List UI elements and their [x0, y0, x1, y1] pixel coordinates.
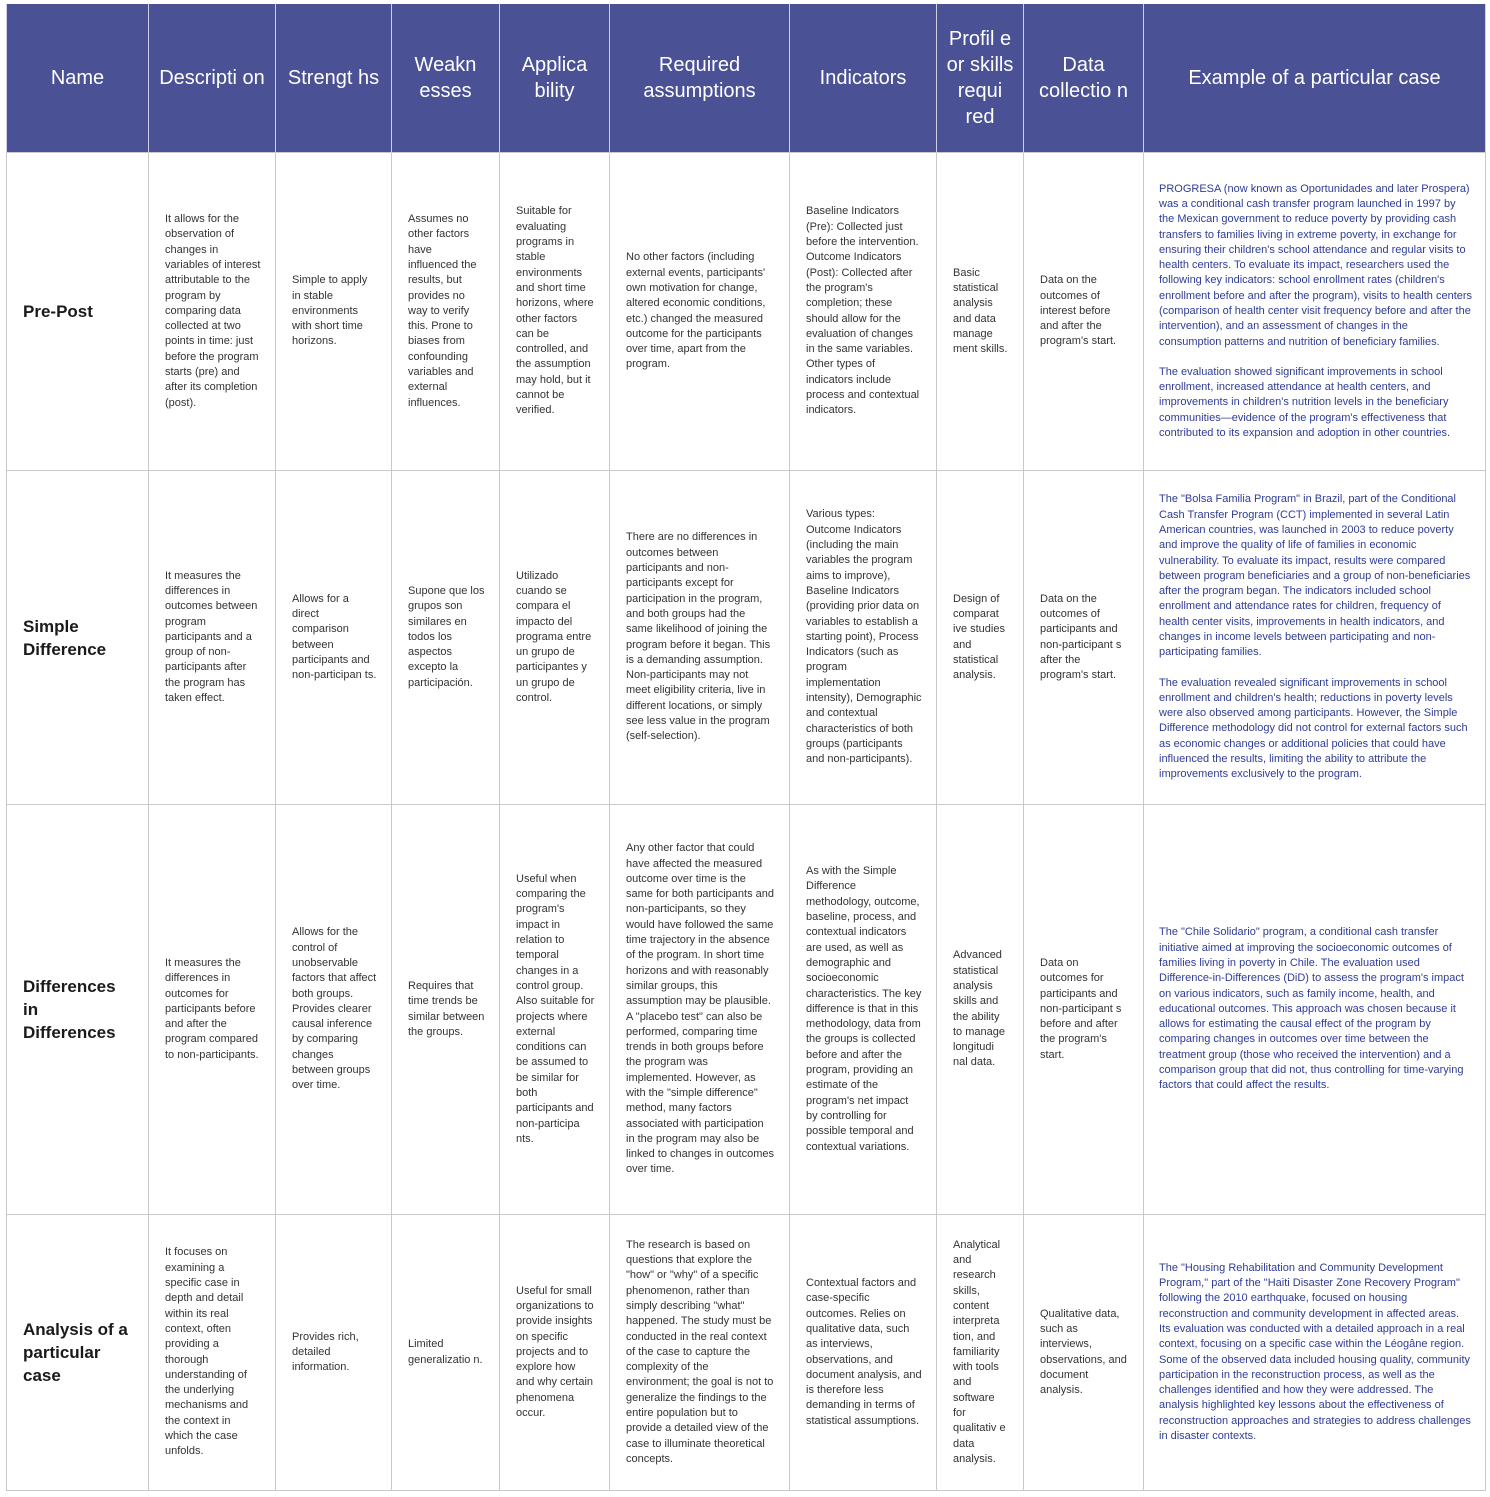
indicators-cell: Baseline Indicators (Pre): Collected just before the intervention. Outcome Indicators (Post): Collected after the program's completion; these should allow for the evaluation of changes in the same variables. Other types of indicators include process and contextual indicators. — [790, 153, 937, 471]
example-paragraph: The evaluation revealed significant improvements in school enrollment and children's health; reductions in poverty levels were also observed among participants. However, the Simple Difference methodology did not control for external factors such as economic changes or additional policies that could have influenced the results, limiting the ability to attribute the improvements exclusively to the program. — [1159, 676, 1468, 781]
profile-cell: Basic statistical analysis and data manage ment skills. — [937, 153, 1024, 471]
table-row — [7, 153, 1486, 471]
weaknesses-cell: Assumes no other factors have influenced the results, but provides no way to verify this. Prone to biases from confounding variables and external influences. — [392, 153, 500, 471]
method-name: Pre-Post — [7, 153, 149, 471]
indicators-cell: Various types: Outcome Indicators (including the main variables the program aims to improve), Baseline Indicators (providing prior data on variables to establish a starting point), Process Indicators (such as program implementation intensity), Demographic and contextual characteristics of both groups (participants and non-participants). — [790, 471, 937, 805]
assumptions-cell: No other factors (including external events, participants' own motivation for change, altered economic conditions, etc.) changed the measured outcome for the participants over time, apart from the program. — [610, 153, 790, 471]
paragraph-gap — [1159, 661, 1473, 676]
example-cell — [1144, 805, 1486, 1215]
data-collection-cell: Data on the outcomes of participants and non-participant s after the program's start. — [1024, 471, 1144, 805]
example-cell — [1144, 1215, 1486, 1491]
example-paragraph: The evaluation showed significant improvements in school enrollment, increased attendance at health centers, and improvements in children's nutrition levels in the beneficiary communities—evidence of the program's effectiveness that contributed to its expansion and adoption in other countries. — [1159, 365, 1451, 440]
table-row — [7, 1215, 1486, 1491]
method-name: Analysis of a particular case — [7, 1215, 149, 1491]
weaknesses-cell: Limited generalizatio n. — [392, 1215, 500, 1491]
applicability-cell: Useful when comparing the program's impact in relation to temporal changes in a control group. Also suitable for projects where external conditions can be assumed to be similar for both participants and non-participa nts. — [500, 805, 610, 1215]
header-applicability: Applica bility — [500, 4, 610, 153]
header-row — [7, 4, 1486, 153]
profile-cell: Advanced statistical analysis skills and the ability to manage longitudi nal data. — [937, 805, 1024, 1215]
example-cell — [1144, 471, 1486, 805]
assumptions-cell: The research is based on questions that explore the "how" or "why" of a specific phenomenon, rather than simply describing "what" happened. The study must be conducted in the real context of the case to capture the complexity of the environment; the goal is not to generalize the findings to the entire population but to provide a detailed view of the case to illuminate theoretical concepts. — [610, 1215, 790, 1491]
header-profile: Profil e or skills requi red — [937, 4, 1024, 153]
paragraph-gap — [1159, 350, 1473, 365]
method-name: Differences in Differences — [7, 805, 149, 1215]
table-body — [7, 153, 1486, 1491]
assumptions-cell: Any other factor that could have affected the measured outcome over time is the same for both participants and non-participants, so they would have followed the same time trajectory in the absence of the program. In short time horizons and with reasonably similar groups, this assumption may be plausible. A "placebo test" can also be performed, comparing time trends in both groups before the program was implemented. However, as with the "simple difference" method, many factors associated with participation in the program may also be linked to changes in outcomes over time. — [610, 805, 790, 1215]
header-assumptions: Required assumptions — [610, 4, 790, 153]
methods-table-container — [6, 4, 1486, 1491]
strengths-cell: Allows for a direct comparison between participants and non-participan ts. — [276, 471, 392, 805]
assumptions-cell: There are no differences in outcomes between participants and non-participants except for participation in the program, and both groups had the same likelihood of joining the program before it began. This is a demanding assumption. Non-participants may not meet eligibility criteria, live in different locations, or simply see less value in the program (self-selection). — [610, 471, 790, 805]
header-name: Name — [7, 4, 149, 153]
table-row — [7, 471, 1486, 805]
header-description: Descripti on — [149, 4, 276, 153]
header-weaknesses: Weakn esses — [392, 4, 500, 153]
evaluation-methods-table — [6, 4, 1486, 1491]
indicators-cell: Contextual factors and case-specific outcomes. Relies on qualitative data, such as interviews, observations, and document analysis, and is therefore less demanding in terms of statistical assumptions. — [790, 1215, 937, 1491]
method-name: Simple Difference — [7, 471, 149, 805]
applicability-cell: Useful for small organizations to provide insights on specific projects and to explore how and why certain phenomena occur. — [500, 1215, 610, 1491]
header-indicators: Indicators — [790, 4, 937, 153]
description-cell: It measures the differences in outcomes between program participants and a group of non-participants after the program has taken effect. — [149, 471, 276, 805]
example-paragraph: The "Chile Solidario" program, a conditional cash transfer initiative aimed at improving the socioeconomic outcomes of families living in poverty in Chile. The evaluation used Difference-in-Differences (DiD) to assess the program's impact on various indicators, such as family income, health, and educational outcomes. This approach was chosen because it allows for estimating the causal effect of the program by comparing changes in outcomes over time between the treatment group (those who received the intervention) and a comparison group that did not, thus controlling for time-varying factors that could affect the results. — [1159, 926, 1464, 1092]
header-strengths: Strengt hs — [276, 4, 392, 153]
table-row — [7, 805, 1486, 1215]
weaknesses-cell: Supone que los grupos son similares en todos los aspectos excepto la participación. — [392, 471, 500, 805]
example-paragraph: The "Bolsa Familia Program" in Brazil, part of the Conditional Cash Transfer Program (CCT) implemented in several Latin American countries, was launched in 2003 to reduce poverty and improve the quality of life of families in economic vulnerability. To evaluate its impact, results were compared between program beneficiaries and a group of non-beneficiaries after the program began. The indicators included school enrollment and attendance rates for children, frequency of health center visits, improvements in health indicators, and changes in income levels between participating and non-participating families. — [1159, 493, 1471, 659]
indicators-cell: As with the Simple Difference methodology, outcome, baseline, process, and contextual indicators are used, as well as demographic and socioeconomic characteristics. The key difference is that in this methodology, data from the groups is collected before and after the program, providing an estimate of the program's net impact by controlling for possible temporal and contextual variations. — [790, 805, 937, 1215]
data-collection-cell: Data on the outcomes of interest before and after the program's start. — [1024, 153, 1144, 471]
example-paragraph: PROGRESA (now known as Oportunidades and later Prospera) was a conditional cash transfer program launched in 1997 by the Mexican government to reduce poverty by providing cash transfers to families living in extreme poverty, in exchange for ensuring their children's school attendance and regular visits to health centers. To evaluate its impact, researchers used the following key indicators: school enrollment rates (children's enrollment before and after the program), visits to health centers (comparison of health center visit frequency before and after the intervention), and an assessment of changes in the consumption patterns and nutrition of beneficiary families. — [1159, 182, 1473, 348]
strengths-cell: Simple to apply in stable environments with short time horizons. — [276, 153, 392, 471]
data-collection-cell: Qualitative data, such as interviews, observations, and document analysis. — [1024, 1215, 1144, 1491]
header-data-collection: Data collectio n — [1024, 4, 1144, 153]
example-cell — [1144, 153, 1486, 471]
example-paragraph: The "Housing Rehabilitation and Community Development Program," part of the "Haiti Disaster Zone Recovery Program" following the 2010 earthquake, focused on housing reconstruction and community development in affected areas. Its evaluation was conducted with a detailed approach in a real context, focusing on a specific case within the Léogâne region. Some of the observed data included housing quality, community participation in the reconstruction process, as well as the challenges identified and how they were addressed. The analysis highlighted key lessons about the effectiveness of reconstruction approaches and strategies to address challenges in disaster contexts. — [1159, 1261, 1471, 1442]
strengths-cell: Allows for the control of unobservable factors that affect both groups. Provides clearer causal inference by comparing changes between groups over time. — [276, 805, 392, 1215]
table-header — [7, 4, 1486, 153]
applicability-cell: Utilizado cuando se compara el impacto del programa entre un grupo de participantes y un grupo de control. — [500, 471, 610, 805]
description-cell: It focuses on examining a specific case in depth and detail within its real context, often providing a thorough understanding of the underlying mechanisms and the context in which the case unfolds. — [149, 1215, 276, 1491]
weaknesses-cell: Requires that time trends be similar between the groups. — [392, 805, 500, 1215]
description-cell: It measures the differences in outcomes for participants before and after the program compared to non-participants. — [149, 805, 276, 1215]
profile-cell: Design of comparat ive studies and statistical analysis. — [937, 471, 1024, 805]
header-example: Example of a particular case — [1144, 4, 1486, 153]
profile-cell: Analytical and research skills, content interpreta tion, and familiarity with tools and software for qualitativ e data analysis. — [937, 1215, 1024, 1491]
strengths-cell: Provides rich, detailed information. — [276, 1215, 392, 1491]
data-collection-cell: Data on outcomes for participants and non-participant s before and after the program's start. — [1024, 805, 1144, 1215]
applicability-cell: Suitable for evaluating programs in stable environments and short time horizons, where other factors can be controlled, and the assumption may hold, but it cannot be verified. — [500, 153, 610, 471]
description-cell: It allows for the observation of changes in variables of interest attributable to the program by comparing data collected at two points in time: just before the program starts (pre) and after its completion (post). — [149, 153, 276, 471]
